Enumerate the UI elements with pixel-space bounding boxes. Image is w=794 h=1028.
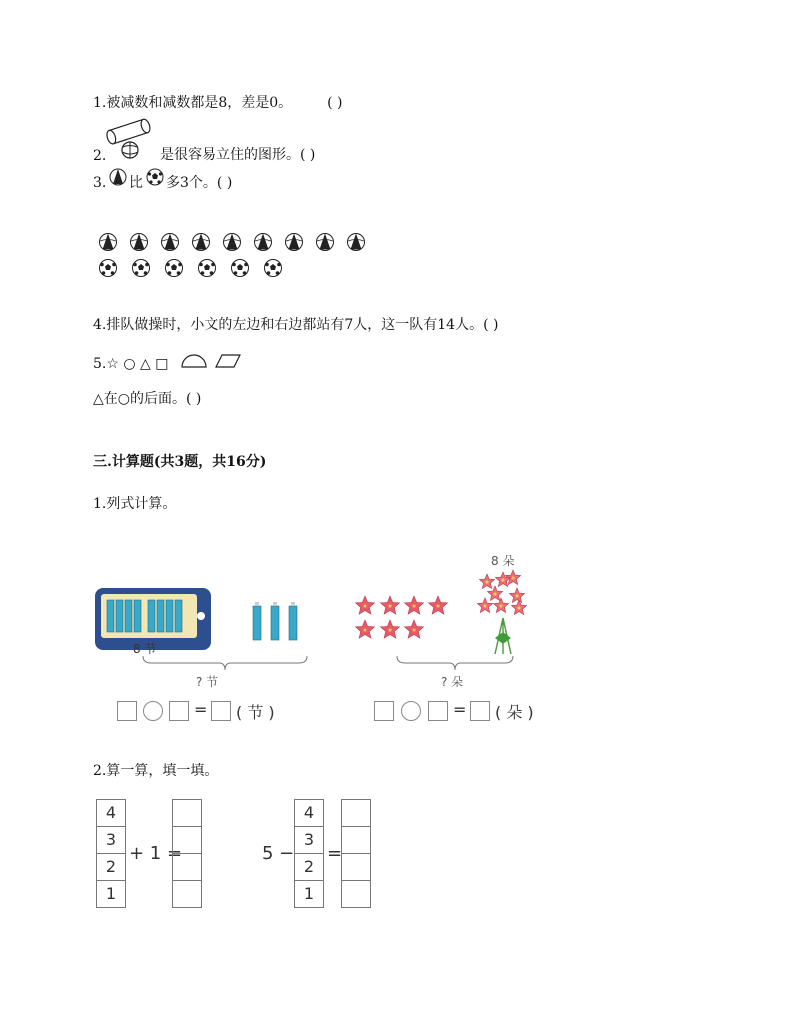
five-minus-op: 5 − — [262, 843, 295, 864]
soccer-ball-icon — [98, 258, 118, 278]
calc-1-title: 1.列式计算。 — [93, 496, 177, 512]
question-2-body — [160, 146, 315, 164]
answer-cell[interactable] — [173, 827, 201, 854]
beach-ball-row — [98, 232, 366, 252]
question-3-mid: 比 — [129, 175, 143, 191]
equals-op: = — [327, 843, 343, 864]
question-2 — [93, 147, 106, 165]
left-brace-icon — [141, 654, 309, 674]
question-3-tail[interactable]: 多3个。( ) — [166, 175, 233, 191]
answer-box[interactable] — [117, 701, 137, 721]
answer-box[interactable] — [211, 701, 231, 721]
column-cell: 4 — [295, 800, 323, 827]
equals-sign: = — [194, 700, 208, 719]
answer-box[interactable] — [470, 701, 490, 721]
question-5-shapes: 5.☆ ○ △ □ — [93, 356, 169, 372]
column-cell: 4 — [97, 800, 125, 827]
right-answer-column — [341, 799, 371, 908]
beach-ball-icon — [315, 232, 335, 252]
bouquet-icon — [473, 568, 533, 656]
answer-paren-1[interactable]: ( ) — [327, 95, 343, 111]
question-3-number: 3. — [93, 175, 107, 191]
question-1 — [93, 94, 342, 112]
soccer-ball-icon — [131, 258, 151, 278]
right-number-column — [294, 799, 324, 908]
question-5-line1 — [93, 355, 168, 373]
answer-cell[interactable] — [173, 881, 201, 907]
beach-ball-icon — [191, 232, 211, 252]
answer-cell[interactable] — [342, 881, 370, 907]
operator-circle[interactable] — [401, 701, 421, 721]
flowers-icon — [353, 592, 453, 642]
answer-cell[interactable] — [342, 827, 370, 854]
column-cell: 3 — [97, 827, 125, 854]
unit-label-left: ( 节 ) — [236, 703, 275, 722]
section-3-title: 三.计算题(共3题，共16分) — [93, 454, 267, 470]
soccer-ball-icon — [263, 258, 283, 278]
left-answer-column — [172, 799, 202, 908]
soccer-ball-icon — [164, 258, 184, 278]
soccer-ball-icon — [146, 168, 164, 186]
beach-ball-icon — [253, 232, 273, 252]
answer-box[interactable] — [428, 701, 448, 721]
left-number-column — [96, 799, 126, 908]
question-2-number: 2. — [93, 148, 107, 164]
column-cell: 1 — [303, 884, 315, 903]
question-4 — [93, 316, 498, 334]
battery-count-label: 8 节 — [133, 642, 157, 656]
answer-cell[interactable] — [173, 854, 201, 881]
beach-ball-icon — [129, 232, 149, 252]
flower-question-label: ? 朵 — [441, 675, 464, 689]
answer-cell[interactable] — [342, 854, 370, 881]
column-cell: 2 — [295, 854, 323, 881]
plus-one-op: + 1 = — [129, 843, 183, 864]
answer-box[interactable] — [169, 701, 189, 721]
question-2-text[interactable]: 是很容易立住的图形。( ) — [160, 147, 316, 163]
question-5-line2 — [93, 390, 201, 408]
soccer-ball-row — [98, 258, 283, 278]
soccer-ball-icon — [230, 258, 250, 278]
bouquet-count-label: 8 朵 — [491, 554, 515, 568]
question-4-text[interactable]: 4.排队做操时，小文的左边和右边都站有7人，这一队有14人。( ) — [93, 317, 499, 333]
unit-label-right: ( 朵 ) — [495, 703, 534, 722]
column-cell: 3 — [295, 827, 323, 854]
beach-ball-icon — [346, 232, 366, 252]
soccer-ball-icon — [197, 258, 217, 278]
answer-box[interactable] — [374, 701, 394, 721]
answer-cell[interactable] — [173, 800, 201, 827]
beach-ball-icon — [160, 232, 180, 252]
calc-2-title: 2.算一算，填一填。 — [93, 763, 219, 779]
answer-cell[interactable] — [342, 800, 370, 827]
semicircle-parallelogram-shapes — [180, 352, 242, 370]
question-3 — [93, 174, 106, 192]
equals-sign: = — [453, 700, 467, 719]
loose-batteries-icon — [251, 602, 301, 642]
beach-ball-icon — [222, 232, 242, 252]
beach-ball-icon — [98, 232, 118, 252]
battery-question-label: ? 节 — [196, 675, 219, 689]
beach-ball-icon — [109, 168, 127, 186]
beach-ball-icon — [284, 232, 304, 252]
operator-circle[interactable] — [143, 701, 163, 721]
question-1-text: 1.被减数和减数都是8，差是0。 — [93, 95, 293, 111]
right-brace-icon — [395, 654, 515, 674]
question-5-text[interactable]: △在○的后面。( ) — [93, 391, 202, 407]
cylinder-ball-picture — [104, 114, 156, 160]
column-cell: 1 — [105, 884, 117, 903]
column-cell: 2 — [97, 854, 125, 881]
